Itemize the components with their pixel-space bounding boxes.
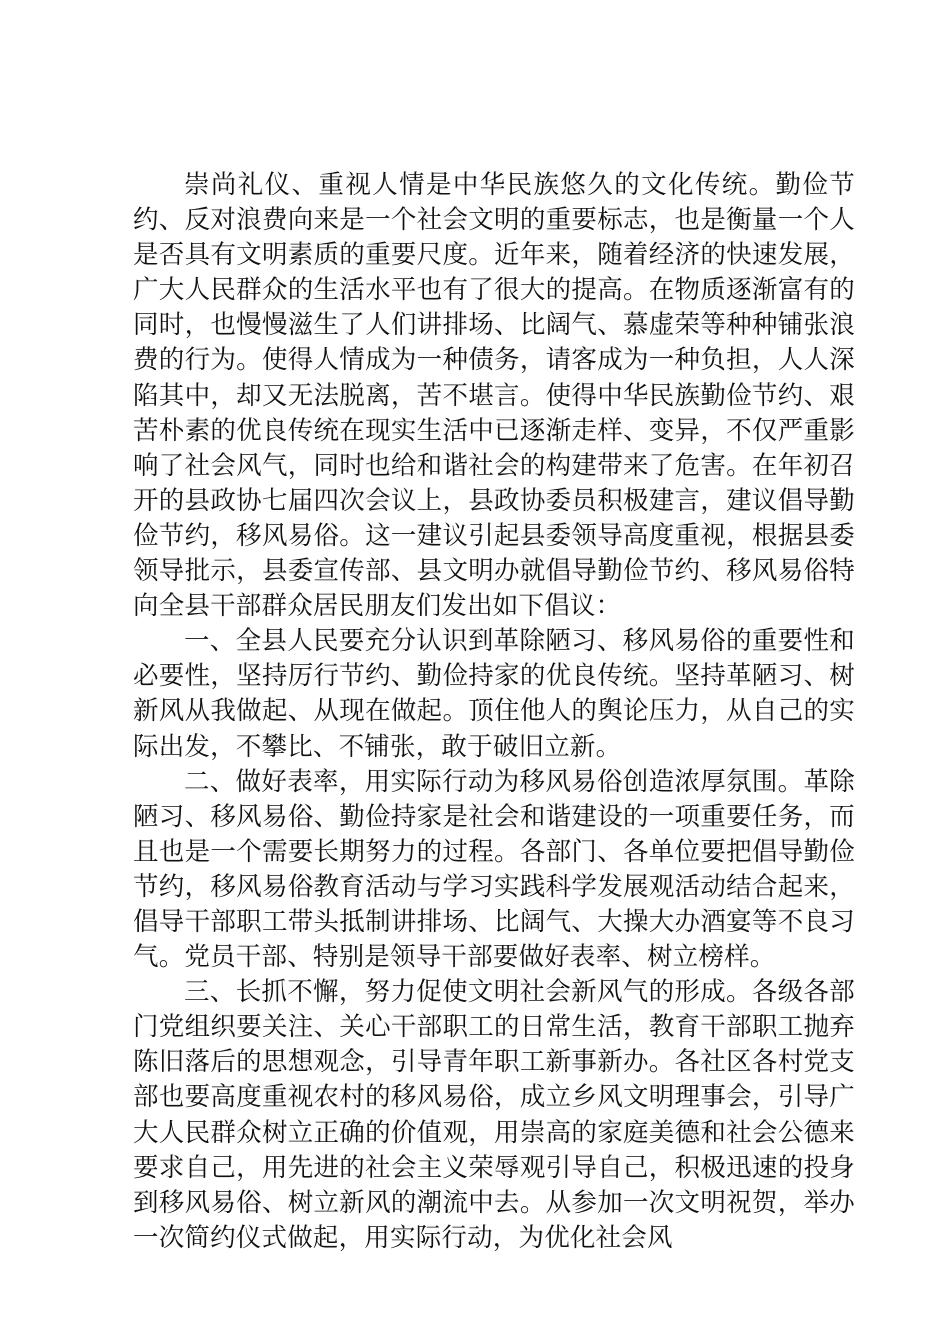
paragraph-point-one: 一、全县人民要充分认识到革除陋习、移风易俗的重要性和必要性，坚持厉行节约、勤俭持家的优良传统。坚持革陋习、树新风从我做起、从现在做起。顶住他人的舆论压力，从自己的实际出发，不攀比、不铺张，敢于破旧立新。 [133,626,855,762]
paragraph-point-three: 三、长抓不懈，努力促使文明社会新风气的形成。各级各部门党组织要关注、关心干部职工的日常生活，教育干部职工抛弃陈旧落后的思想观念，引导青年职工新事新办。各社区各村党支部也要高度重视农村的移风易俗，成立乡风文明理事会，引导广大人民群众树立正确的价值观，用崇高的家庭美德和社会公德来要求自己，用先进的社会主义荣辱观引导自己，积极迅速的投身到移风易俗、树立新风的潮流中去。从参加一次文明祝贺，举办一次简约仪式做起，用实际行动，为优化社会风 [133,977,855,1253]
document-body [133,168,855,1256]
paragraph-point-two: 二、做好表率，用实际行动为移风易俗创造浓厚氛围。革除陋习、移风易俗、勤俭持家是社会和谐建设的一项重要任务，而且也是一个需要长期努力的过程。各部门、各单位要把倡导勤俭节约，移风易俗教育活动与学习实践科学发展观活动结合起来，倡导干部职工带头抵制讲排场、比阔气、大操大办酒宴等不良习气。党员干部、特别是领导干部要做好表率、树立榜样。 [133,766,855,973]
paragraph-intro: 崇尚礼仪、重视人情是中华民族悠久的文化传统。勤俭节约、反对浪费向来是一个社会文明的重要标志，也是衡量一个人是否具有文明素质的重要尺度。近年来，随着经济的快速发展，广大人民群众的生活水平也有了很大的提高。在物质逐渐富有的同时，也慢慢滋生了人们讲排场、比阔气、慕虚荣等种种铺张浪费的行为。使得人情成为一种债务，请客成为一种负担，人人深陷其中，却又无法脱离，苦不堪言。使得中华民族勤俭节约、艰苦朴素的优良传统在现实生活中已逐渐走样、变异，不仅严重影响了社会风气，同时也给和谐社会的构建带来了危害。在年初召开的县政协七届四次会议上，县政协委员积极建言，建议倡导勤俭节约，移风易俗。这一建议引起县委领导高度重视，根据县委领导批示，县委宣传部、县文明办就倡导勤俭节约、移风易俗特向全县干部群众居民朋友们发出如下倡议： [133,170,855,622]
